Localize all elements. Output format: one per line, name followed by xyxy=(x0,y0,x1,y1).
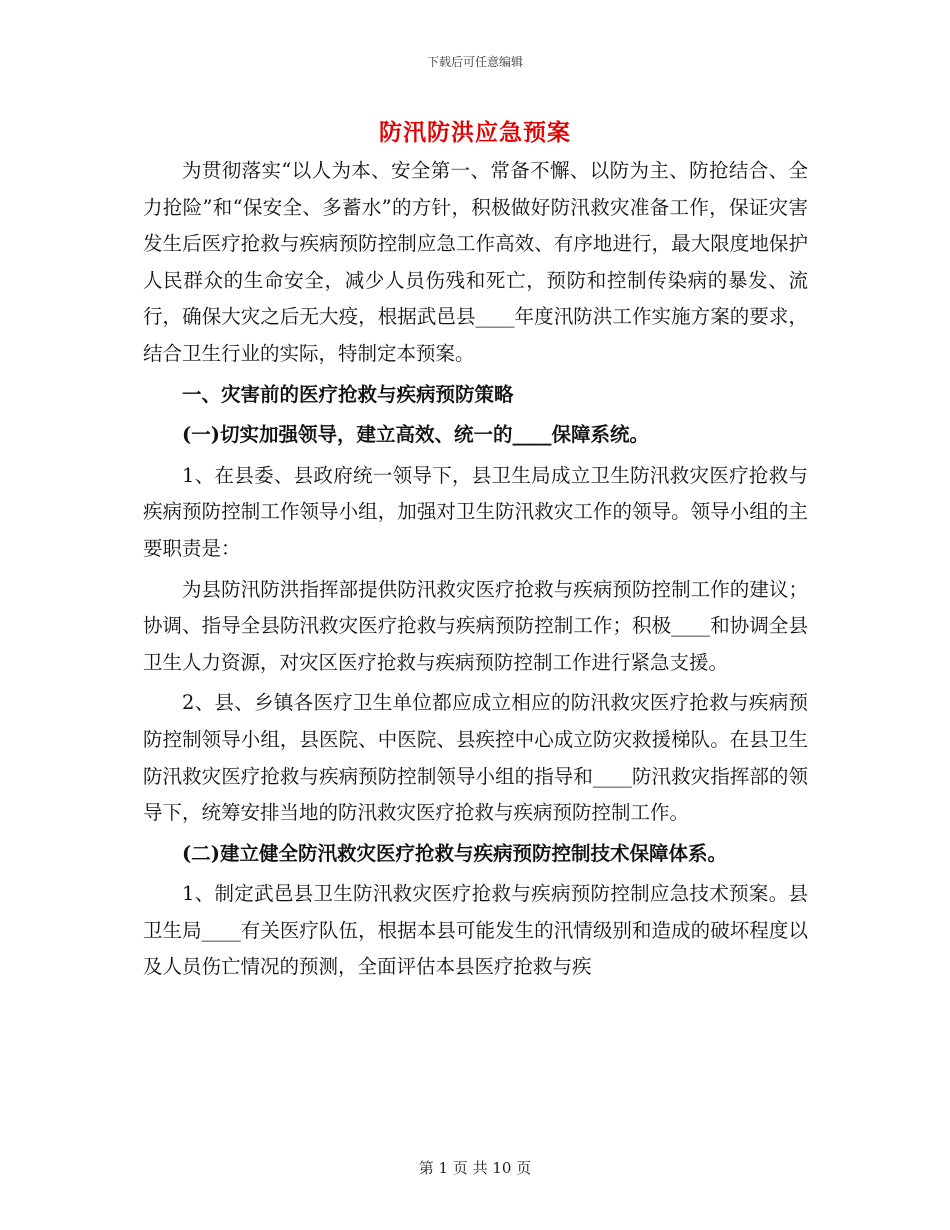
intro-paragraph: 为贯彻落实“以人为本、安全第一、常备不懈、以防为主、防抢结合、全力抢险”和“保安全、多蓄水”的方针，积极做好防汛救灾准备工作，保证灾害发生后医疗抢救与疾病预防控制应急工作高效、有序地进行，最大限度地保护人民群众的生命安全，减少人员伤残和死亡，预防和控制传染病的暴发、流行，确保大灾之后无大疫，根据武邑县____年度汛防洪工作实施方案的要求，结合卫生行业的实际，特制定本预案。 xyxy=(143,159,808,365)
page-footer: 第 1 页 共 10 页 xyxy=(418,1159,532,1177)
paragraph-duties: 为县防汛防洪指挥部提供防汛救灾医疗抢救与疾病预防控制工作的建议；协调、指导全县防汛救灾医疗抢救与疾病预防控制工作；积极____和协调全县卫生人力资源，对灾区医疗抢救与疾病预防控制工作进行紧急支援。 xyxy=(143,577,808,674)
paragraph-item-1: 1、在县委、县政府统一领导下，县卫生局成立卫生防汛救灾医疗抢救与疾病预防控制工作领导小组，加强对卫生防汛救灾工作的领导。领导小组的主要职责是： xyxy=(143,463,808,560)
subsection-heading-2: (二)建立健全防汛救灾医疗抢救与疾病预防控制技术保障体系。 xyxy=(182,841,727,865)
document-body xyxy=(143,153,808,986)
header-note: 下载后可任意编辑 xyxy=(426,55,523,69)
document-title: 防汛防洪应急预案 xyxy=(379,119,571,146)
paragraph-item-3: 1、制定武邑县卫生防汛救灾医疗抢救与疾病预防控制应急技术预案。县卫生局____有关医疗队伍，根据本县可能发生的汛情级别和造成的破坏程度以及人员伤亡情况的预测，全面评估本县医疗抢救与疾 xyxy=(143,882,808,979)
paragraph-item-2: 2、县、乡镇各医疗卫生单位都应成立相应的防汛救灾医疗抢救与疾病预防控制领导小组，县医院、中医院、县疾控中心成立防灾救援梯队。在县卫生防汛救灾医疗抢救与疾病预防控制领导小组的指导和____防汛救灾指挥部的领导下，统筹安排当地的防汛救灾医疗抢救与疾病预防控制工作。 xyxy=(143,691,808,825)
subsection-heading-1: (一)切实加强领导，建立高效、统一的____保障系统。 xyxy=(182,423,649,447)
section-heading-1: 一、灾害前的医疗抢救与疾病预防策略 xyxy=(182,382,514,406)
